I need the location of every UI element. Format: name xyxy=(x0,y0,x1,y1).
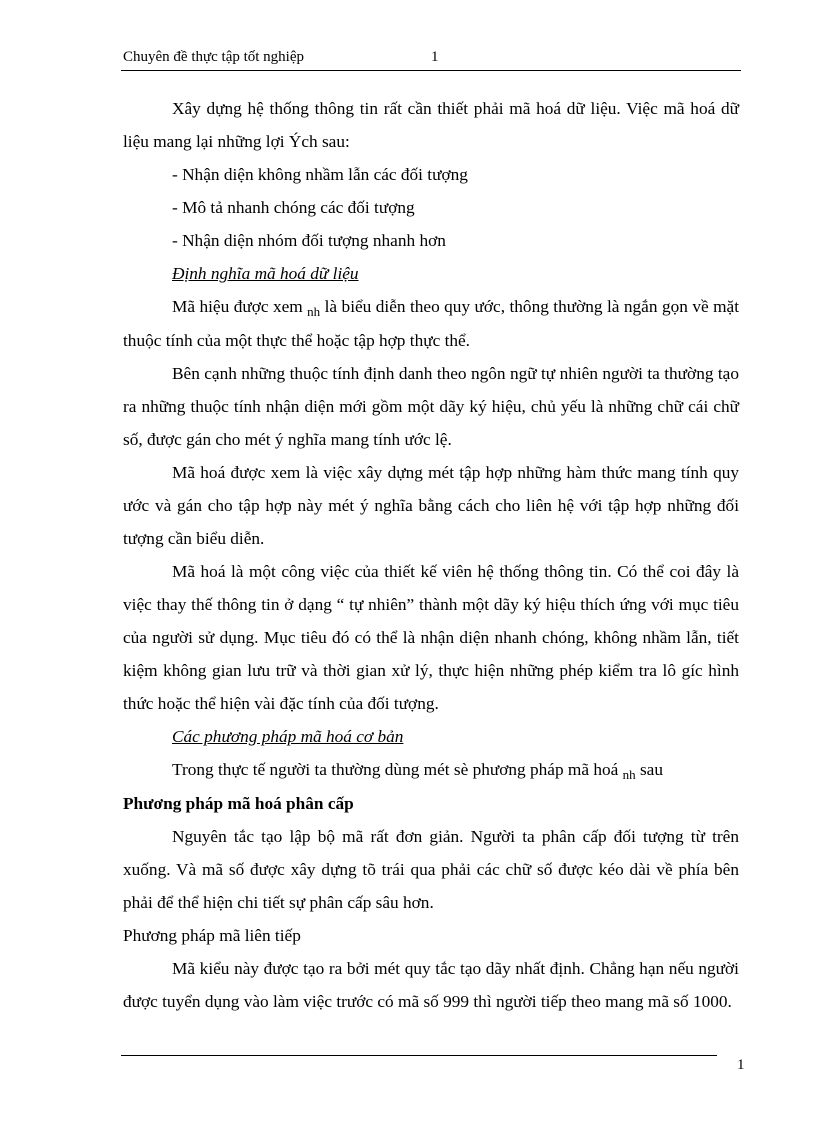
paragraph: Bên cạnh những thuộc tính định danh theo ngôn ngữ tự nhiên người ta thường tạo ra những thuộc tính nhận diện mới gồm một dãy ký hiệu, chủ yếu là những chữ cái chữ số, được gán cho mét ý nghĩa mang tính ước lệ. xyxy=(123,364,739,449)
page-header xyxy=(121,48,741,71)
document-body xyxy=(123,92,739,1018)
header-title: Chuyên đề thực tập tốt nghiệp xyxy=(123,49,305,65)
definition-paragraph xyxy=(123,290,739,357)
paragraph: Mã hoá được xem là việc xây dựng mét tập hợp những hàm thức mang tính quy ước và gán cho tập hợp này mét ý nghĩa bằng cách cho liên hệ với tập hợp những đối tượng cần biểu diễn. xyxy=(123,463,739,548)
footer-page-number: 1 xyxy=(737,1057,745,1073)
text-run: Mã hiệu được xem xyxy=(172,297,308,316)
section-heading-sequential: Phương pháp mã liên tiếp xyxy=(123,926,301,945)
header-page-number: 1 xyxy=(431,49,439,65)
intro-paragraph: Xây dựng hệ thống thông tin rất cần thiết phải mã hoá dữ liệu. Việc mã hoá dữ liệu mang lại những lợi Ých sau: xyxy=(123,99,739,151)
bullet-item: - Mô tả nhanh chóng các đối tượng xyxy=(172,198,415,217)
section-heading-definition: Định nghĩa mã hoá dữ liệu xyxy=(172,264,359,283)
subscript-text: nh xyxy=(307,304,321,319)
paragraph: Mã kiểu này được tạo ra bởi mét quy tắc tạo dãy nhất định. Chẳng hạn nếu người được tuyển dụng vào làm việc trước có mã số 999 thì người tiếp theo mang mã số 1000. xyxy=(123,959,739,1011)
text-run: sau xyxy=(635,760,663,779)
text-run: là biểu diễn theo quy ước, thông thường là ngắn gọn về mặt thuộc tính của một thực thể hoặc tập hợp thực thể. xyxy=(123,297,739,350)
paragraph: Mã hoá là một công việc của thiết kế viên hệ thống thông tin. Có thể coi đây là việc thay thế thông tin ở dạng “ tự nhiên” thành một dãy ký hiệu thích ứng với mục tiêu của người sử dụng. Mục tiêu đó có thể là nhận diện nhanh chóng, không nhầm lẫn, tiết kiệm không gian lưu trữ và thời gian xử lý, thực hiện những phép kiểm tra lô gíc hình thức hoặc thể hiện vài đặc tính của đối tượng. xyxy=(123,562,739,713)
bullet-item: - Nhận diện không nhầm lẫn các đối tượng xyxy=(172,165,468,184)
methods-intro-paragraph xyxy=(123,753,739,787)
text-run: Trong thực tế người ta thường dùng mét sè phương pháp mã hoá xyxy=(172,760,623,779)
section-heading-methods: Các phương pháp mã hoá cơ bản xyxy=(172,727,404,746)
section-heading-hierarchical: Phương pháp mã hoá phân cấp xyxy=(123,794,354,813)
footer-divider xyxy=(121,1055,717,1056)
paragraph: Nguyên tắc tạo lập bộ mã rất đơn giản. Người ta phân cấp đối tượng từ trên xuống. Và mã số được xây dựng tõ trái qua phải các chữ số được kéo dài về phía bên phải để thể hiện chi tiết sự phân cấp sâu hơn. xyxy=(123,827,739,912)
bullet-item: - Nhận diện nhóm đối tượng nhanh hơn xyxy=(172,231,446,250)
subscript-text: nh xyxy=(622,767,636,782)
